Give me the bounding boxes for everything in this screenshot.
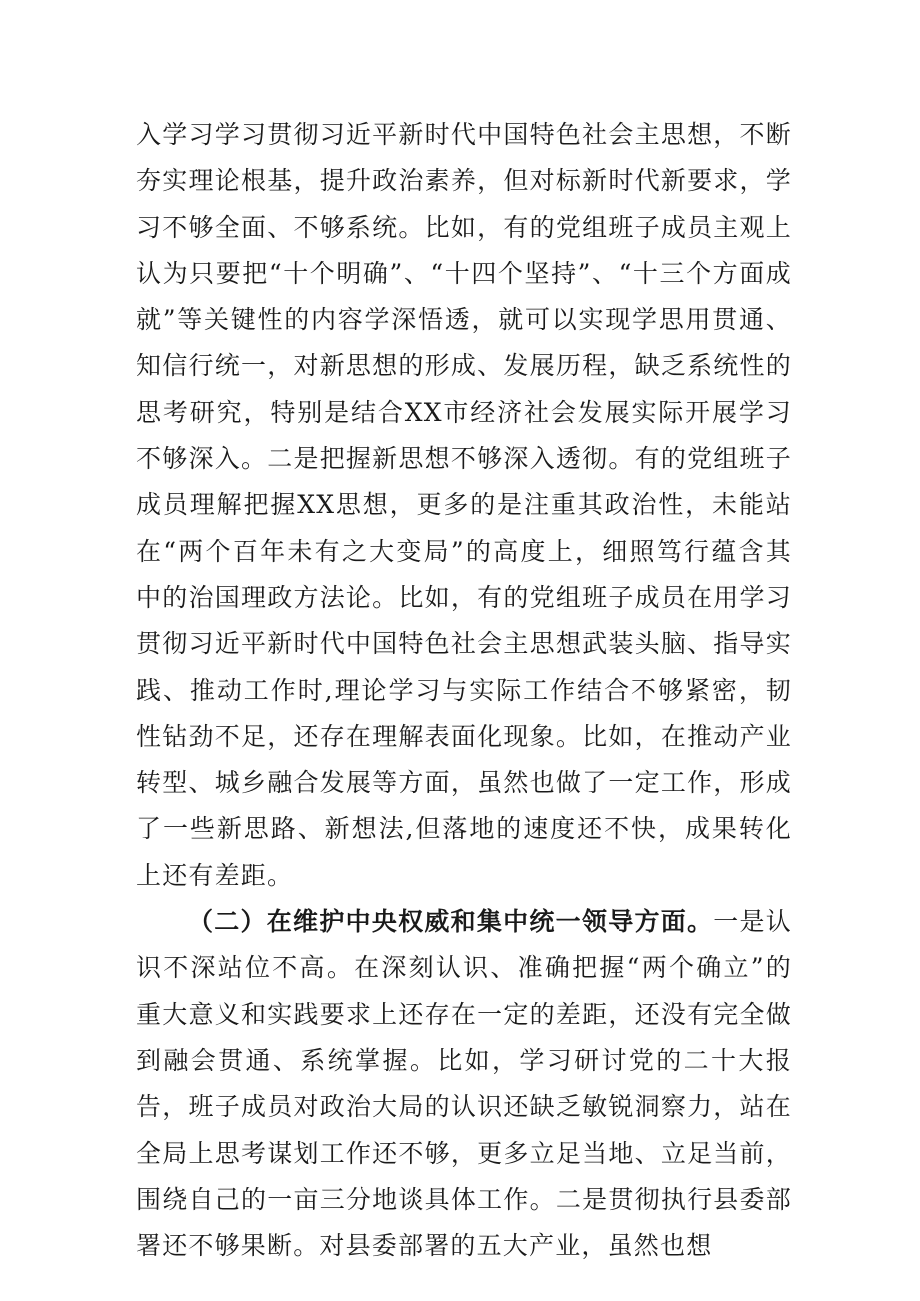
paragraph-section-two <box>136 899 792 1269</box>
document-body <box>136 112 792 1269</box>
section-heading-two: （二）在维护中央权威和集中统一领导方面。 <box>188 907 714 937</box>
paragraph-continuation: 入学习学习贯彻习近平新时代中国特色社会主思想，不断夯实理论根基，提升政治素养，但对标新时代新要求，学习不够全面、不够系统。比如，有的党组班子成员主观上认为只要把“十个明确”、“十四个坚持”、“十三个方面成就”等关键性的内容学深悟透，就可以实现学思用贯通、知信行统一，对新思想的形成、发展历程，缺乏系统性的思考研究，特别是结合XX市经济社会发展实际开展学习不够深入。二是把握新思想不够深入透彻。有的党组班子成员理解把握XX思想，更多的是注重其政治性，未能站在“两个百年未有之大变局”的高度上，细照笃行蕴含其中的治国理政方法论。比如，有的党组班子成员在用学习贯彻习近平新时代中国特色社会主思想武装头脑、指导实践、推动工作时,理论学习与实际工作结合不够紧密，韧性钻劲不足，还存在理解表面化现象。比如，在推动产业转型、城乡融合发展等方面，虽然也做了一定工作，形成了一些新思路、新想法,但落地的速度还不快，成果转化上还有差距。 <box>136 120 792 890</box>
section-two-body: 一是认识不深站位不高。在深刻认识、准确把握“两个确立”的重大意义和实践要求上还存在一定的差距，还没有完全做到融会贯通、系统掌握。比如，学习研讨党的二十大报告，班子成员对政治大局的认识还缺乏敏锐洞察力，站在全局上思考谋划工作还不够，更多立足当地、立足当前，围绕自己的一亩三分地谈具体工作。二是贯彻执行县委部署还不够果断。对县委部署的五大产业，虽然也想 <box>136 907 792 1261</box>
